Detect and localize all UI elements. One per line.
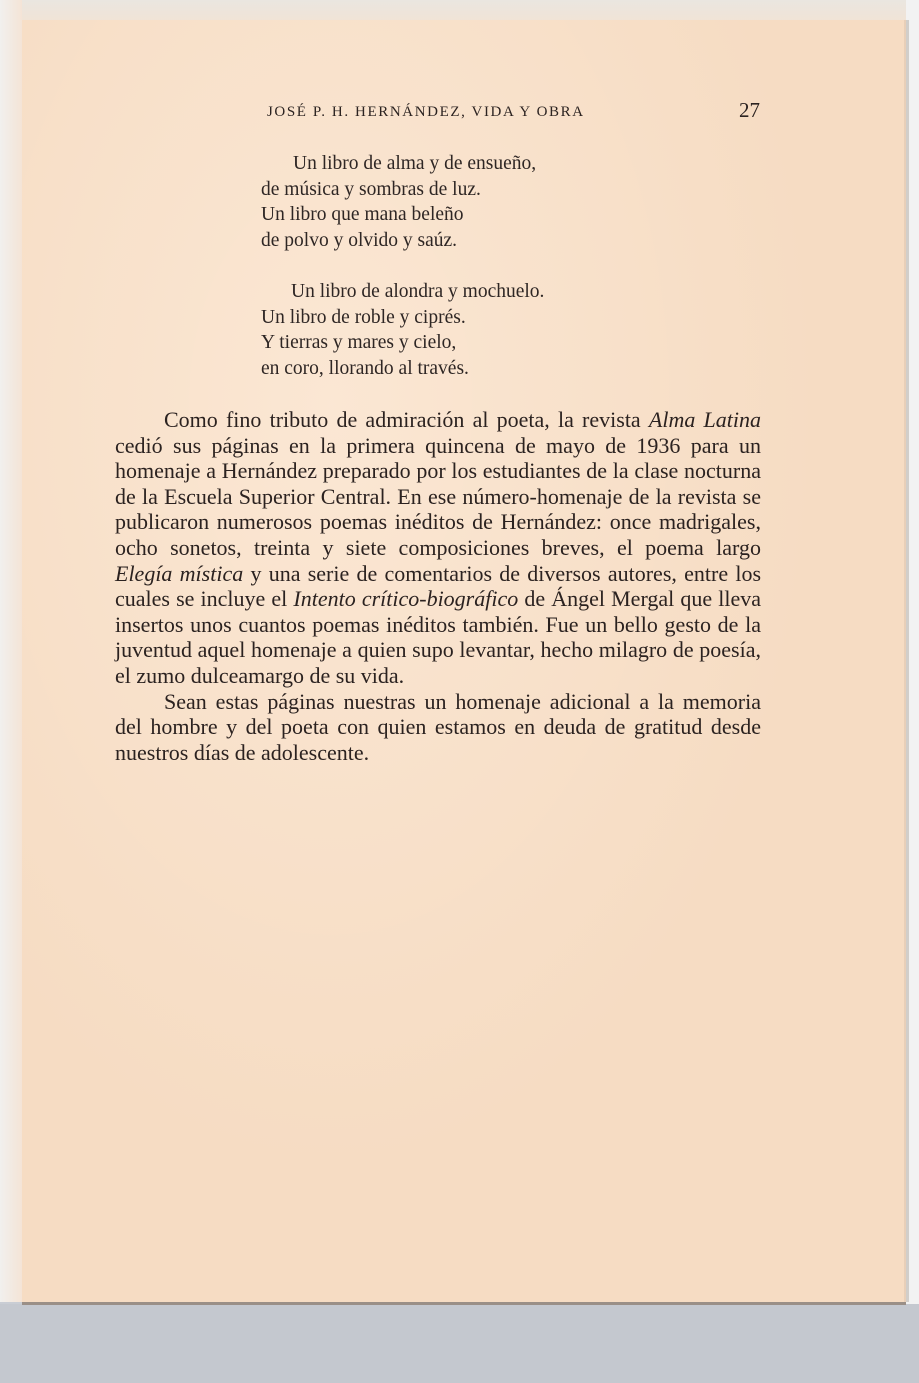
body-text — [115, 407, 761, 765]
poem-line: Un libro de alma y de ensueño, — [293, 153, 537, 174]
page-number: 27 — [739, 98, 760, 122]
scan-border-bottom — [0, 1304, 919, 1383]
paragraph-1 — [115, 407, 761, 689]
paragraph-1-text: Como fino tributo de admiración al poeta, la revista — [164, 407, 649, 432]
poem-line: Un libro de alondra y mochuelo. — [291, 281, 545, 302]
paragraph-1-text: y una serie de comentarios de diversos autores, entre los cuales se incluye el — [115, 560, 762, 612]
poem-line: Y tierras y mares y cielo, — [261, 332, 457, 353]
paragraph-2: Sean estas páginas nuestras un homenaje adicional a la memoria del hombre y del poeta con quien estamos en deuda de gratitud desde nuestros días de adolescente. — [115, 688, 761, 765]
poem-stanza-2 — [261, 279, 544, 381]
journal-title: Alma Latina — [648, 407, 761, 432]
poem-stanza-1 — [261, 151, 536, 253]
poem-line: de música y sombras de luz. — [261, 178, 481, 200]
poem-line: Un libro que mana beleño — [261, 204, 464, 225]
scan-border-right — [906, 0, 919, 1383]
poem-line: de polvo y olvido y saúz. — [261, 229, 458, 251]
essay-title: Intento crítico-biográfico — [293, 586, 519, 612]
poem-title: Elegía mística — [115, 560, 244, 586]
poem-line: en coro, llorando al través. — [261, 357, 469, 379]
paragraph-1-text: de Ángel Mergal que lleva insertos unos cuantos poemas inéditos también. Fue un bello gesto de la juventud aquel homenaje a quien supo levantar, hecho milagro de poesía, el zumo dulceamargo de su vida. — [115, 586, 762, 688]
paragraph-1-text: cedió sus páginas en la primera quincena de mayo de 1936 para un homenaje a Hernández preparado por los estudiantes de la clase nocturna de la Escuela Superior Central. En ese número-homenaje de la revista se publicaron numerosos poemas inéditos de Hernández: once madrigales, ocho sonetos, treinta y siete composiciones breves, el poema largo — [115, 432, 761, 560]
poem-line: Un libro de roble y ciprés. — [261, 306, 466, 328]
running-head-title: JOSÉ P. H. HERNÁNDEZ, VIDA Y OBRA — [267, 104, 585, 120]
scan-border-left — [0, 0, 22, 1302]
